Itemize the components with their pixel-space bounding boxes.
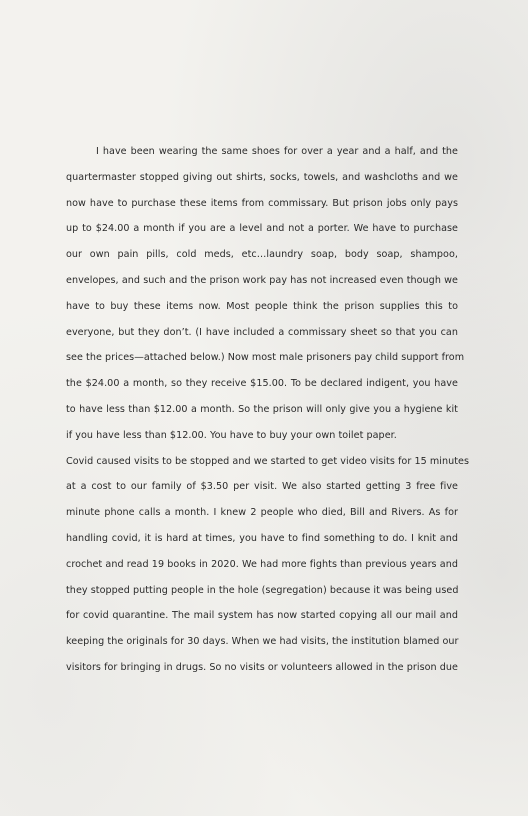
paragraph-1 bbox=[66, 139, 465, 449]
text-line: keeping the originals for 30 days. When we had visits, the institution blamed our bbox=[66, 636, 459, 648]
text-line: up to $24.00 a month if you are a level and not a porter. We have to purchase bbox=[66, 223, 458, 235]
text-line: our own pain pills, cold meds, etc…laundry soap, body soap, shampoo, bbox=[66, 249, 458, 261]
text-line: now have to purchase these items from commissary. But prison jobs only pays bbox=[66, 197, 458, 209]
text-line: see the prices—attached below.) Now most male prisoners pay child support from bbox=[66, 352, 465, 364]
text-line: everyone, but they don’t. (I have included a commissary sheet so that you can bbox=[66, 326, 458, 338]
text-line: envelopes, and such and the prison work pay has not increased even though we bbox=[66, 274, 458, 286]
text-line: if you have less than $12.00. You have to buy your own toilet paper. bbox=[66, 429, 397, 441]
text-line: for covid quarantine. The mail system has now started copying all our mail and bbox=[66, 610, 458, 622]
text-line: to have less than $12.00 a month. So the prison will only give you a hygiene kit bbox=[66, 403, 458, 415]
text-line: crochet and read 19 books in 2020. We had more fights than previous years and bbox=[66, 558, 458, 570]
text-line: quartermaster stopped giving out shirts, socks, towels, and washcloths and we bbox=[66, 171, 458, 183]
document-body bbox=[66, 139, 470, 681]
text-line: handling covid, it is hard at times, you have to find something to do. I knit and bbox=[66, 532, 458, 544]
text-line: minute phone calls a month. I knew 2 people who died, Bill and Rivers. As for bbox=[66, 507, 458, 519]
text-line: have to buy these items now. Most people think the prison supplies this to bbox=[66, 300, 458, 312]
text-line: visitors for bringing in drugs. So no visits or volunteers allowed in the prison due bbox=[66, 661, 458, 673]
text-line: the $24.00 a month, so they receive $15.00. To be declared indigent, you have bbox=[66, 378, 458, 390]
text-line: at a cost to our family of $3.50 per visit. We also started getting 3 free five bbox=[66, 481, 458, 493]
text-line: Covid caused visits to be stopped and we started to get video visits for 15 minutes bbox=[66, 455, 470, 467]
text-line: they stopped putting people in the hole (segregation) because it was being used bbox=[66, 584, 459, 596]
text-line: I have been wearing the same shoes for over a year and a half, and the bbox=[96, 146, 458, 157]
paragraph-2 bbox=[66, 449, 470, 681]
